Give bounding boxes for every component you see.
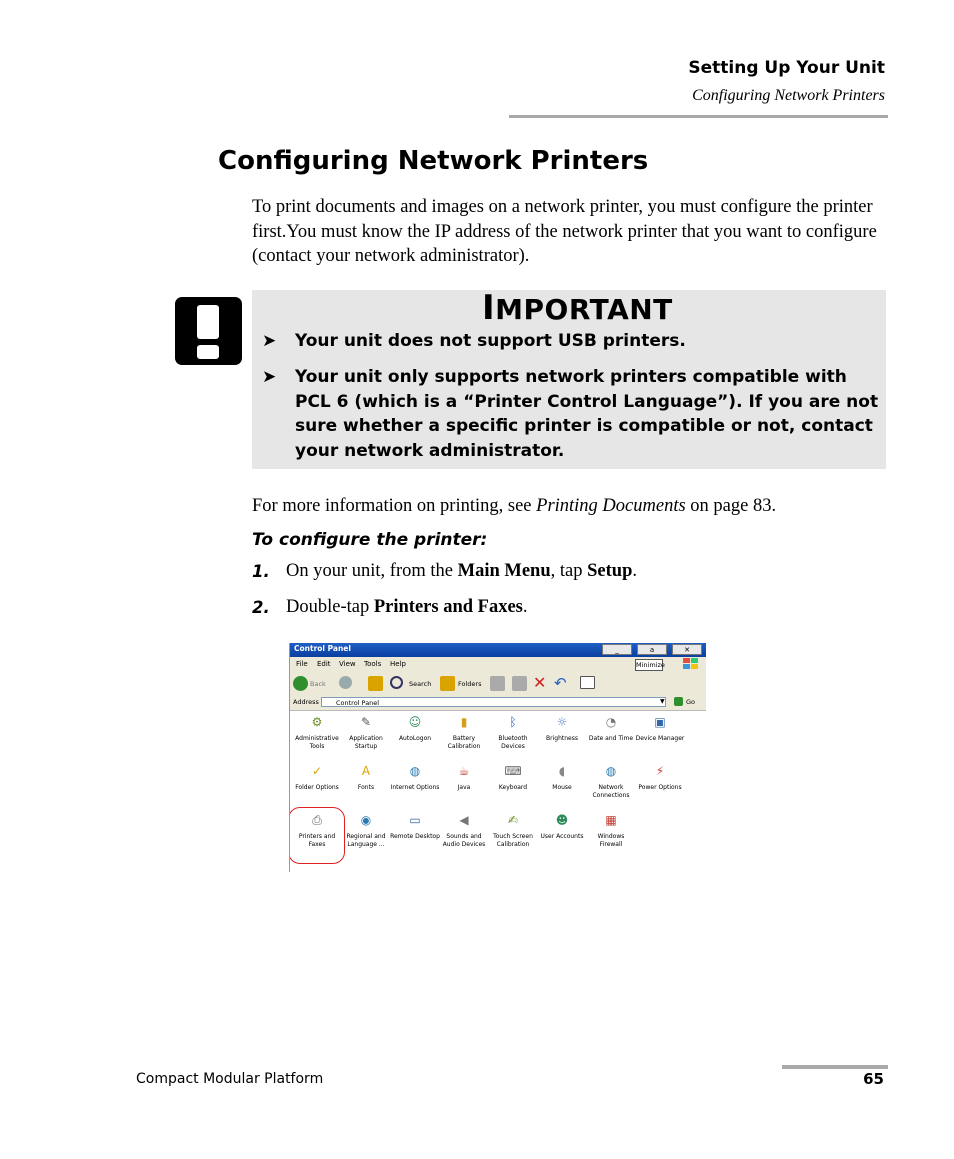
brightness-icon: ☼	[556, 715, 568, 729]
restore-button[interactable]: a	[637, 644, 667, 655]
exclamation-icon	[175, 297, 242, 365]
control-panel-item[interactable]	[586, 811, 636, 849]
user-accounts-icon: ☻	[555, 813, 569, 827]
control-panel-item[interactable]	[341, 713, 391, 751]
touch-screen-icon: ✍	[507, 813, 519, 827]
printer-icon: ⎙	[312, 813, 322, 827]
control-panel-item-label: Power Options	[638, 784, 682, 791]
footer-rule	[782, 1065, 888, 1069]
running-header-section: Configuring Network Printers	[692, 87, 885, 104]
folders-button[interactable]: Folders	[458, 680, 482, 688]
close-button[interactable]: ✕	[672, 644, 702, 655]
important-bullet: ➤ Your unit only supports network printers compatible with PCL 6 (which is a “Printer Control Language”). If you are not sure whether a specific printer is compatible or not, contact your network administrator.	[262, 367, 879, 461]
control-panel-item[interactable]	[586, 762, 636, 800]
control-panel-item-label: Network Connections	[592, 784, 630, 799]
windows-logo-icon	[683, 658, 700, 671]
header-rule	[509, 115, 888, 118]
control-panel-item[interactable]	[635, 713, 685, 743]
control-panel-item-label: Folder Options	[295, 784, 339, 791]
internet-options-icon: ◍	[409, 764, 421, 778]
control-panel-item[interactable]	[341, 762, 391, 792]
control-panel-item-label: Java	[457, 784, 471, 791]
procedure-title: To configure the printer:	[252, 530, 488, 550]
control-panel-item-label: Regional and Language ...	[346, 833, 386, 848]
more-info-paragraph: For more information on printing, see Printing Documents on page 83.	[252, 496, 777, 516]
control-panel-item[interactable]	[390, 713, 440, 743]
control-panel-item-label: Keyboard	[498, 784, 528, 791]
window-titlebar	[290, 643, 706, 657]
clock-icon: ◔	[605, 715, 617, 729]
go-arrow-icon[interactable]	[674, 697, 683, 706]
control-panel-item-label: Battery Calibration	[447, 735, 481, 750]
page-number: 65	[863, 1070, 884, 1088]
window-title: Control Panel	[294, 644, 351, 653]
back-button[interactable]: Back	[310, 680, 326, 688]
fonts-icon: A	[361, 764, 371, 778]
control-panel-screenshot	[289, 643, 706, 872]
menu-tools[interactable]: Tools	[364, 660, 382, 668]
footer-product: Compact Modular Platform	[136, 1071, 324, 1087]
menu-bar	[290, 657, 706, 673]
search-button[interactable]: Search	[409, 680, 432, 688]
move-to-icon[interactable]	[490, 676, 505, 691]
control-panel-item-label: AutoLogon	[398, 735, 432, 742]
control-panel-item-label: Printers and Faxes	[298, 833, 336, 848]
cross-reference-link[interactable]: Printing Documents	[536, 496, 686, 516]
control-panel-item-label: Internet Options	[390, 784, 440, 791]
forward-arrow-icon[interactable]	[339, 676, 352, 689]
globe-icon: ◉	[360, 813, 372, 827]
go-button[interactable]: Go	[686, 698, 696, 706]
minimize-button[interactable]: _	[602, 644, 632, 655]
remote-desktop-icon: ▭	[409, 813, 421, 827]
network-icon: ◍	[605, 764, 617, 778]
speaker-icon: ◀	[459, 813, 469, 827]
control-panel-item[interactable]	[341, 811, 391, 849]
running-header-chapter: Setting Up Your Unit	[688, 58, 885, 78]
control-panel-item[interactable]	[537, 811, 587, 841]
control-panel-item[interactable]	[390, 811, 440, 841]
up-folder-icon[interactable]	[368, 676, 383, 691]
intro-paragraph: To print documents and images on a network printer, you must configure the printer first.You must know the IP address of the network printer that you want to configure (contact your network administrator).	[252, 197, 877, 266]
control-panel-item[interactable]	[390, 762, 440, 792]
folders-icon[interactable]	[440, 676, 455, 691]
control-panel-item[interactable]	[635, 762, 685, 792]
control-panel-item[interactable]	[292, 762, 342, 792]
copy-to-icon[interactable]	[512, 676, 527, 691]
toolbar	[290, 672, 706, 696]
menu-view[interactable]: View	[339, 660, 356, 668]
important-bullet: ➤ Your unit does not support USB printers.	[262, 329, 882, 354]
delete-icon[interactable]: ✕	[533, 673, 547, 692]
control-panel-item[interactable]	[292, 713, 342, 751]
section-title: Configuring Network Printers	[218, 146, 649, 176]
java-icon: ☕	[458, 764, 470, 778]
admin-tools-icon: ⚙	[311, 715, 323, 729]
control-panel-item-label: Date and Time	[588, 735, 634, 742]
control-panel-item-label: Windows Firewall	[597, 833, 625, 848]
undo-icon[interactable]: ↶	[554, 674, 567, 692]
control-panel-item-label: Mouse	[552, 784, 572, 791]
power-icon: ⚡	[655, 764, 665, 778]
highlight-circle	[289, 807, 345, 864]
control-panel-item[interactable]	[537, 762, 587, 792]
control-panel-item[interactable]	[488, 713, 538, 751]
control-panel-item[interactable]	[439, 811, 489, 849]
control-panel-item-label: Brightness	[546, 735, 578, 742]
control-panel-item-label: Device Manager	[635, 735, 685, 742]
control-panel-item[interactable]	[488, 811, 538, 849]
control-panel-item-label: Fonts	[357, 784, 375, 791]
control-panel-item-label: Application Startup	[349, 735, 383, 750]
address-label: Address	[293, 698, 319, 706]
search-icon[interactable]	[390, 676, 403, 689]
folder-options-icon: ✓	[311, 764, 323, 778]
control-panel-item-label: Remote Desktop	[390, 833, 440, 840]
menu-file[interactable]: File	[296, 660, 308, 668]
back-arrow-icon[interactable]	[293, 676, 308, 691]
control-panel-item[interactable]	[488, 762, 538, 792]
autologon-icon: ☺	[408, 715, 422, 729]
address-input[interactable]: Control Panel	[321, 697, 666, 707]
control-panel-item-label: Administrative Tools	[295, 735, 339, 750]
control-panel-item[interactable]	[537, 713, 587, 743]
address-bar	[290, 695, 706, 711]
control-panel-item-label: Sounds and Audio Devices	[442, 833, 486, 848]
control-panel-item-label: User Accounts	[540, 833, 584, 840]
control-panel-item[interactable]	[586, 713, 636, 743]
control-panel-item[interactable]	[439, 713, 489, 751]
control-panel-item-label: Bluetooth Devices	[498, 735, 528, 750]
minimize-menu-button[interactable]: Minimize	[636, 661, 665, 669]
important-title: IMPORTANT	[482, 288, 673, 328]
app-startup-icon: ✎	[360, 715, 372, 729]
arrow-bullet-icon: ➤	[262, 367, 277, 387]
keyboard-icon: ⌨	[504, 764, 522, 778]
device-manager-icon: ▣	[654, 715, 666, 729]
menu-edit[interactable]: Edit	[317, 660, 331, 668]
menu-help[interactable]: Help	[390, 660, 406, 668]
bluetooth-icon: ᛒ	[509, 715, 517, 729]
control-panel-item[interactable]	[439, 762, 489, 792]
control-panel-item-label: Touch Screen Calibration	[493, 833, 533, 848]
mouse-icon: ◖	[558, 764, 566, 778]
arrow-bullet-icon: ➤	[262, 331, 277, 351]
views-icon[interactable]	[580, 676, 595, 689]
chevron-down-icon[interactable]: ▼	[660, 698, 665, 705]
battery-icon: ▮	[460, 715, 468, 729]
firewall-icon: ▦	[605, 813, 617, 827]
